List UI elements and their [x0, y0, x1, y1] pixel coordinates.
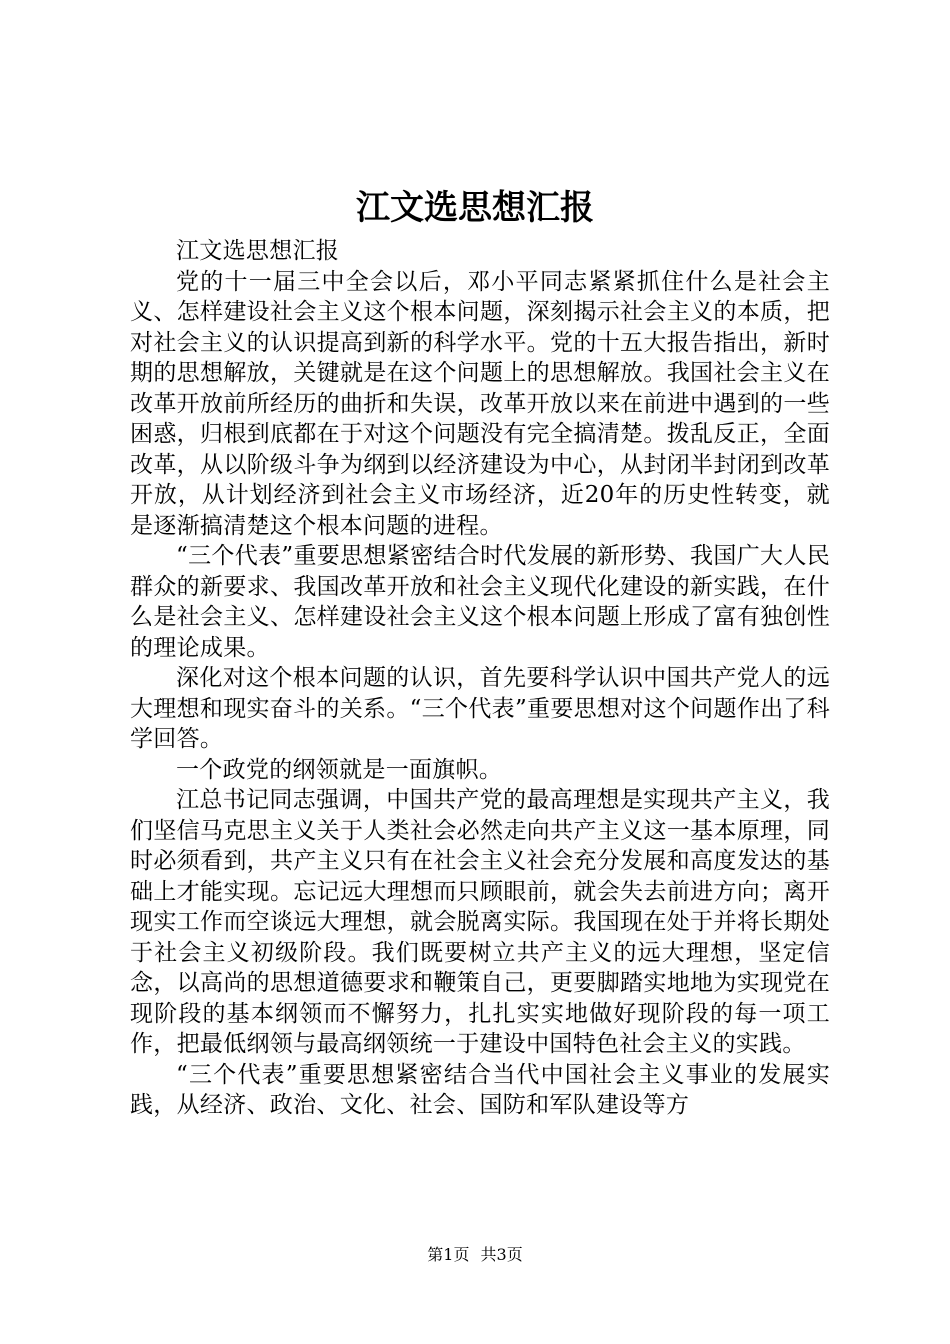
- page-total: 共3页: [480, 1245, 523, 1264]
- page-number: 第1页: [427, 1245, 470, 1264]
- paragraph: 一个政党的纲领就是一面旗帜。: [176, 756, 503, 783]
- document-body: [130, 236, 830, 1121]
- paragraph: 江总书记同志强调，中国共产党的最高理想是实现共产主义，我们坚信马克思主义关于人类社会必然走向共产主义这一基本原理，同时必须看到，共产主义只有在社会主义社会充分发展和高度发达的基础上才能实现。忘记远大理想而只顾眼前，就会失去前进方向；离开现实工作而空谈远大理想，就会脱离实际。我国现在处于并将长期处于社会主义初级阶段。我们既要树立共产主义的远大理想，坚定信念，以高尚的思想道德要求和鞭策自己，更要脚踏实地地为实现党在现阶段的基本纲领而不懈努力，扎扎实实地做好现阶段的每一项工作，把最低纲领与最高纲领统一于建设中国特色社会主义的实践。: [130, 787, 830, 1057]
- document-title: 江文选思想汇报: [356, 188, 594, 228]
- paragraph-subtitle: 江文选思想汇报: [176, 238, 340, 264]
- paragraph: “三个代表”重要思想紧密结合时代发展的新形势、我国广大人民群众的新要求、我国改革开放和社会主义现代化建设的新实践，在什么是社会主义、怎样建设社会主义这个根本问题上形成了富有独创性的理论成果。: [130, 543, 830, 661]
- paragraph: 深化对这个根本问题的认识，首先要科学认识中国共产党人的远大理想和现实奋斗的关系。“三个代表”重要思想对这个问题作出了科学回答。: [130, 665, 830, 752]
- paragraph: “三个代表”重要思想紧密结合当代中国社会主义事业的发展实践，从经济、政治、文化、社会、国防和军队建设等方: [130, 1061, 830, 1118]
- paragraph: 党的十一届三中全会以后，邓小平同志紧紧抓住什么是社会主义、怎样建设社会主义这个根本问题，深刻揭示社会主义的本质，把对社会主义的认识提高到新的科学水平。党的十五大报告指出，新时期的思想解放，关键就是在这个问题上的思想解放。我国社会主义在改革开放前所经历的曲折和失误，改革开放以来在前进中遇到的一些困惑，归根到底都在于对这个问题没有完全搞清楚。拨乱反正，全面改革，从以阶级斗争为纲到以经济建设为中心，从封闭半封闭到改革开放，从计划经济到社会主义市场经济，近20年的历史性转变，就是逐渐搞清楚这个根本问题的进程。: [130, 268, 830, 539]
- page-footer: [0, 1243, 950, 1267]
